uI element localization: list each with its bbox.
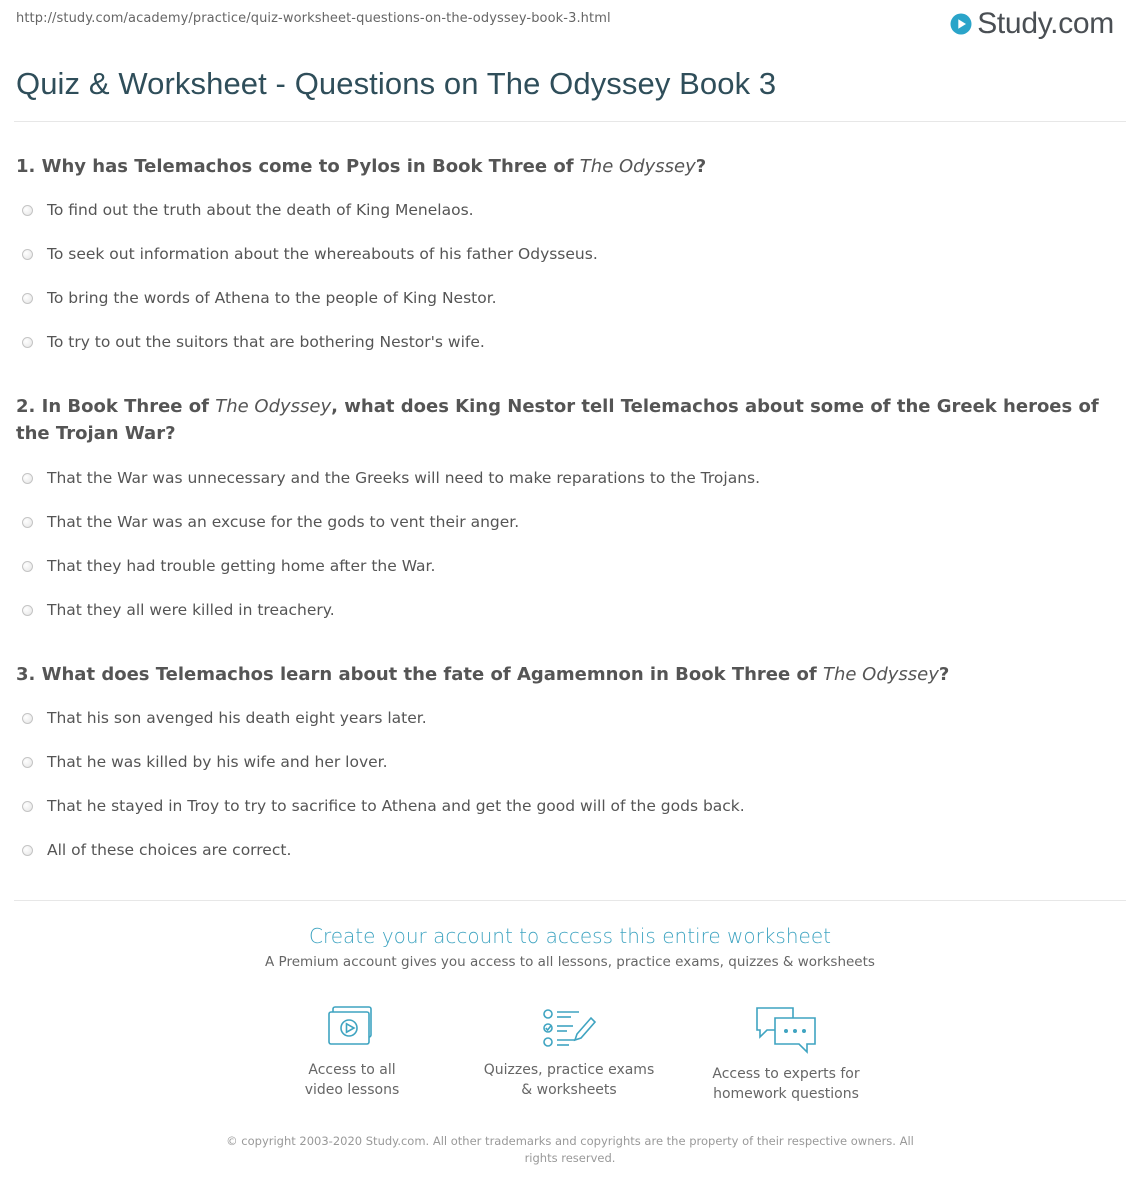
radio-button[interactable] <box>22 801 33 812</box>
answer-label: That the War was an excuse for the gods to vent their anger. <box>47 513 520 531</box>
answer-choice[interactable] <box>22 331 485 353</box>
answer-choice[interactable] <box>22 751 388 773</box>
quiz-checklist-icon <box>539 1004 599 1052</box>
radio-button[interactable] <box>22 337 33 348</box>
answer-choice[interactable] <box>22 287 497 309</box>
radio-button[interactable] <box>22 249 33 260</box>
radio-button[interactable] <box>22 757 33 768</box>
feature-label-line: Quizzes, practice exams <box>483 1062 655 1078</box>
question-title-italic: The Odyssey <box>579 156 696 177</box>
answer-label: That they had trouble getting home after the War. <box>47 557 436 575</box>
radio-button[interactable] <box>22 473 33 484</box>
question-text: What does Telemachos learn about the fate of Agamemnon in Book Three of <box>35 664 823 685</box>
chat-bubbles-icon <box>753 1004 819 1056</box>
feature-quizzes <box>469 1004 669 1100</box>
copyright-footer: © copyright 2003-2020 Study.com. All other trademarks and copyrights are the property of their respective owners. All rights reserved. <box>226 1134 914 1165</box>
question-number: 1. <box>16 156 36 177</box>
study-logo[interactable] <box>949 6 1114 42</box>
feature-video-lessons <box>252 1004 452 1100</box>
answer-choice[interactable] <box>22 795 745 817</box>
question-title-italic: The Odyssey <box>215 396 332 417</box>
answer-choice[interactable] <box>22 243 598 265</box>
answer-label: To seek out information about the whereabouts of his father Odysseus. <box>47 245 598 263</box>
answer-label: To find out the truth about the death of King Menelaos. <box>47 201 474 219</box>
radio-button[interactable] <box>22 561 33 572</box>
section-divider <box>14 900 1126 901</box>
question-title-italic: The Odyssey <box>822 664 939 685</box>
question-text: Why has Telemachos come to Pylos in Book Three of <box>35 156 580 177</box>
question-text-suffix: ? <box>938 664 950 685</box>
question-text-suffix: , what does King Nestor tell Telemachos about some of the Greek heroes of the Trojan War? <box>16 396 1099 444</box>
feature-label-line: & worksheets <box>521 1082 617 1098</box>
question-1 <box>16 153 1116 180</box>
radio-button[interactable] <box>22 845 33 856</box>
feature-label <box>252 1060 452 1100</box>
question-number: 2. <box>16 396 36 417</box>
feature-experts <box>686 1004 886 1104</box>
feature-label-line: video lessons <box>304 1082 400 1098</box>
title-divider <box>14 121 1126 122</box>
feature-label <box>686 1064 886 1104</box>
answer-label: To try to out the suitors that are bothering Nestor's wife. <box>47 333 485 351</box>
cta-title[interactable]: Create your account to access this entire worksheet <box>309 924 831 948</box>
page-title: Quiz & Worksheet - Questions on The Odyssey Book 3 <box>16 66 777 101</box>
question-text: In Book Three of <box>35 396 216 417</box>
answer-label: That his son avenged his death eight years later. <box>47 709 427 727</box>
answer-choice[interactable] <box>22 707 427 729</box>
answer-label: All of these choices are correct. <box>47 841 292 859</box>
radio-button[interactable] <box>22 605 33 616</box>
feature-label-line: Access to all <box>308 1062 396 1078</box>
cta-subtitle: A Premium account gives you access to all lessons, practice exams, quizzes & worksheets <box>265 954 875 970</box>
question-text-suffix: ? <box>695 156 707 177</box>
radio-button[interactable] <box>22 517 33 528</box>
question-number: 3. <box>16 664 36 685</box>
answer-label: That he stayed in Troy to try to sacrifice to Athena and get the good will of the gods back. <box>47 797 745 815</box>
feature-label-line: homework questions <box>713 1086 859 1102</box>
answer-choice[interactable] <box>22 599 335 621</box>
video-lessons-icon <box>324 1004 380 1052</box>
question-2 <box>16 393 1116 447</box>
radio-button[interactable] <box>22 205 33 216</box>
answer-label: That they all were killed in treachery. <box>47 601 335 619</box>
play-circle-icon <box>949 12 973 36</box>
answer-choice[interactable] <box>22 839 291 861</box>
answer-choice[interactable] <box>22 555 435 577</box>
logo-text: Study.com <box>977 7 1114 40</box>
answer-label: That the War was unnecessary and the Greeks will need to make reparations to the Trojans. <box>47 469 761 487</box>
answer-choice[interactable] <box>22 467 760 489</box>
answer-choice[interactable] <box>22 511 519 533</box>
feature-label <box>469 1060 669 1100</box>
answer-choice[interactable] <box>22 199 474 221</box>
page-url: http://study.com/academy/practice/quiz-worksheet-questions-on-the-odyssey-book-3.html <box>16 11 611 26</box>
radio-button[interactable] <box>22 293 33 304</box>
answer-label: That he was killed by his wife and her lover. <box>47 753 388 771</box>
answer-label: To bring the words of Athena to the people of King Nestor. <box>47 289 497 307</box>
question-3 <box>16 661 1116 688</box>
radio-button[interactable] <box>22 713 33 724</box>
feature-label-line: Access to experts for <box>712 1066 860 1082</box>
